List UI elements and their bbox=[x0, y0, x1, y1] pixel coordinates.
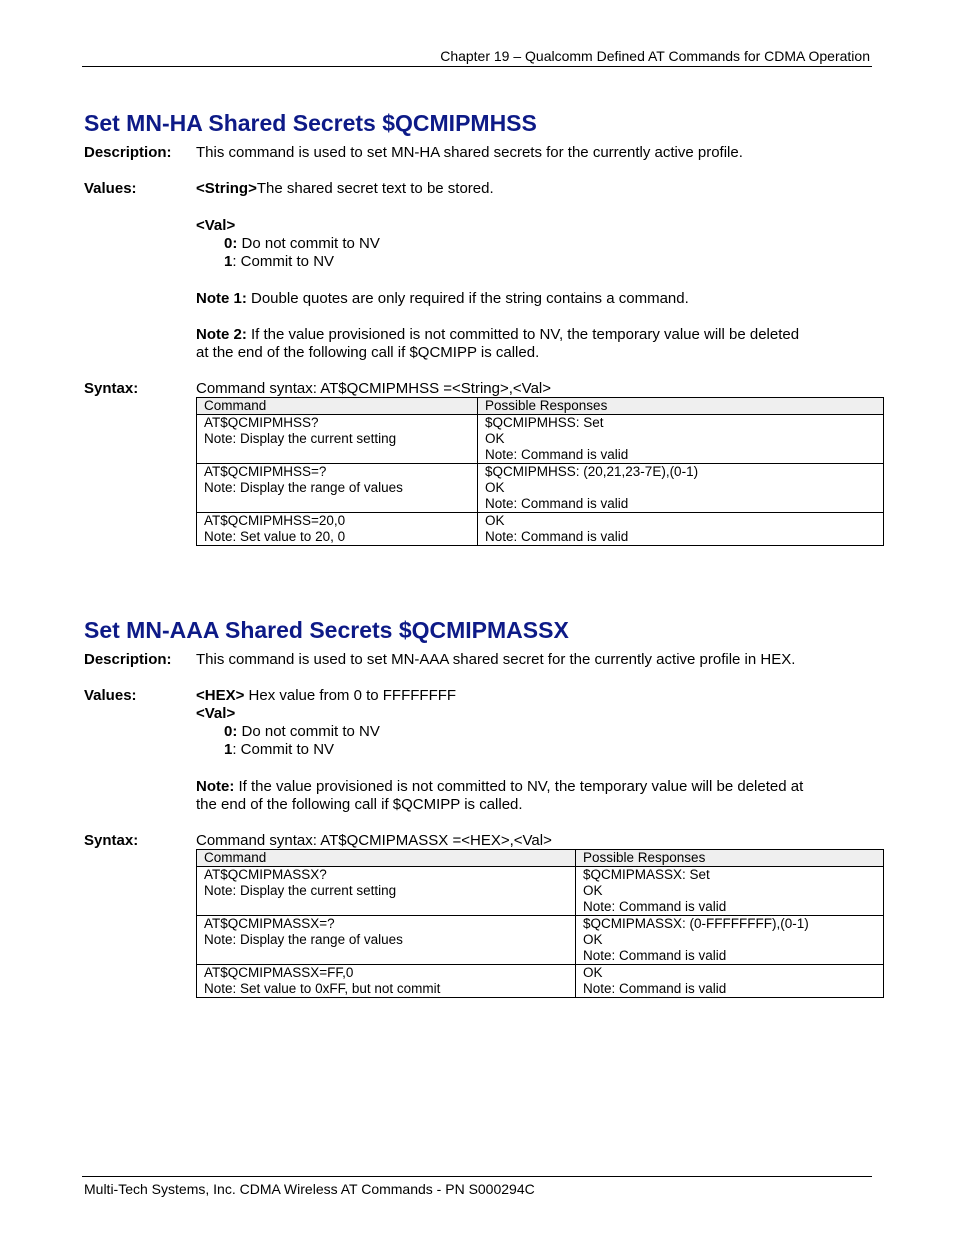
cell-response-note: Note: Command is valid bbox=[485, 447, 629, 462]
note2-line1: Note 2: If the value provisioned is not committed to NV, the temporary value will be deleted bbox=[196, 326, 800, 343]
col-command-header: Command bbox=[197, 850, 576, 867]
table-row bbox=[197, 965, 884, 998]
cell-command: AT$QCMIPMASSX? bbox=[204, 867, 327, 882]
table-row bbox=[197, 415, 884, 464]
table-row bbox=[197, 867, 884, 916]
cell-response: OK bbox=[583, 965, 603, 980]
cell-response-note: Note: Command is valid bbox=[485, 496, 629, 511]
values-label: Values: bbox=[84, 687, 137, 704]
cell-command: AT$QCMIPMHSS? bbox=[204, 415, 319, 430]
cell-response-note: Note: Command is valid bbox=[583, 981, 727, 996]
val1-option: 1: Commit to NV bbox=[224, 253, 335, 270]
cell-response: $QCMIPMASSX: Set bbox=[583, 867, 710, 882]
table-header-row bbox=[197, 398, 884, 415]
description-label: Description: bbox=[84, 144, 172, 161]
string-param bbox=[196, 180, 494, 198]
cell-command-note: Note: Set value to 20, 0 bbox=[204, 529, 346, 544]
cell-response-note: Note: Command is valid bbox=[485, 529, 629, 544]
syntax-text: Command syntax: AT$QCMIPMASSX =<HEX>,<Val> bbox=[196, 832, 552, 849]
val0-option: 0: Do not commit to NV bbox=[224, 723, 380, 740]
cell-response-note: Note: Command is valid bbox=[583, 948, 727, 963]
section-title-massx: Set MN-AAA Shared Secrets $QCMIPMASSX bbox=[84, 617, 569, 643]
chapter-title: Chapter 19 – Qualcomm Defined AT Commands for CDMA Operation bbox=[440, 48, 870, 64]
syntax-label: Syntax: bbox=[84, 832, 139, 849]
val-term: <Val> bbox=[196, 705, 236, 722]
cell-response: OK bbox=[485, 480, 505, 495]
cell-response: $QCMIPMHSS: (20,21,23-7E),(0-1) bbox=[485, 464, 699, 479]
cell-response: $QCMIPMASSX: (0-FFFFFFFF),(0-1) bbox=[583, 916, 809, 931]
cell-command: AT$QCMIPMASSX=? bbox=[204, 916, 335, 931]
command-table-massx bbox=[196, 849, 884, 998]
col-responses-header: Possible Responses bbox=[576, 850, 884, 867]
description-label: Description: bbox=[84, 651, 172, 668]
cell-command: AT$QCMIPMHSS=? bbox=[204, 464, 327, 479]
note2-line2: at the end of the following call if $QCMIPP is called. bbox=[196, 344, 540, 361]
cell-command: AT$QCMIPMHSS=20,0 bbox=[204, 513, 346, 528]
values-label: Values: bbox=[84, 180, 137, 197]
cell-command-note: Note: Display the current setting bbox=[204, 883, 397, 898]
table-header-row bbox=[197, 850, 884, 867]
col-responses-header: Possible Responses bbox=[478, 398, 884, 415]
hex-param bbox=[196, 687, 456, 705]
val-term: <Val> bbox=[196, 217, 236, 234]
cell-response: OK bbox=[583, 932, 603, 947]
string-desc: The shared secret text to be stored. bbox=[256, 180, 494, 197]
syntax-text: Command syntax: AT$QCMIPMHSS =<String>,<Val> bbox=[196, 380, 552, 397]
hex-desc: Hex value from 0 to FFFFFFFF bbox=[244, 687, 457, 704]
cell-command-note: Note: Set value to 0xFF, but not commit bbox=[204, 981, 441, 996]
cell-command-note: Note: Display the current setting bbox=[204, 431, 397, 446]
cell-command-note: Note: Display the range of values bbox=[204, 932, 403, 947]
table-row bbox=[197, 464, 884, 513]
cell-command-note: Note: Display the range of values bbox=[204, 480, 403, 495]
note-line1: Note: If the value provisioned is not committed to NV, the temporary value will be deleted at bbox=[196, 778, 804, 795]
cell-response: OK bbox=[485, 431, 505, 446]
command-table-mhss bbox=[196, 397, 884, 546]
page-footer bbox=[82, 1176, 872, 1197]
cell-response: OK bbox=[485, 513, 505, 528]
syntax-label: Syntax: bbox=[84, 380, 139, 397]
val1-option: 1: Commit to NV bbox=[224, 741, 335, 758]
col-command-header: Command bbox=[197, 398, 478, 415]
cell-response-note: Note: Command is valid bbox=[583, 899, 727, 914]
cell-response: $QCMIPMHSS: Set bbox=[485, 415, 604, 430]
table-row bbox=[197, 513, 884, 546]
table-row bbox=[197, 916, 884, 965]
section-title-mhss: Set MN-HA Shared Secrets $QCMIPMHSS bbox=[84, 110, 537, 136]
hex-term: <HEX> bbox=[196, 687, 245, 704]
description-text: This command is used to set MN-HA shared secrets for the currently active profile. bbox=[196, 144, 743, 161]
val0-option: 0: Do not commit to NV bbox=[224, 235, 380, 252]
cell-command: AT$QCMIPMASSX=FF,0 bbox=[204, 965, 354, 980]
note-line2: the end of the following call if $QCMIPP is called. bbox=[196, 796, 523, 813]
note1: Note 1: Double quotes are only required if the string contains a command. bbox=[196, 290, 689, 307]
string-term: <String> bbox=[196, 180, 257, 197]
cell-response: OK bbox=[583, 883, 603, 898]
footer-text: Multi-Tech Systems, Inc. CDMA Wireless AT Commands - PN S000294C bbox=[84, 1181, 535, 1197]
description-text: This command is used to set MN-AAA shared secret for the currently active profile in HEX. bbox=[196, 651, 796, 668]
page-header bbox=[82, 46, 872, 67]
